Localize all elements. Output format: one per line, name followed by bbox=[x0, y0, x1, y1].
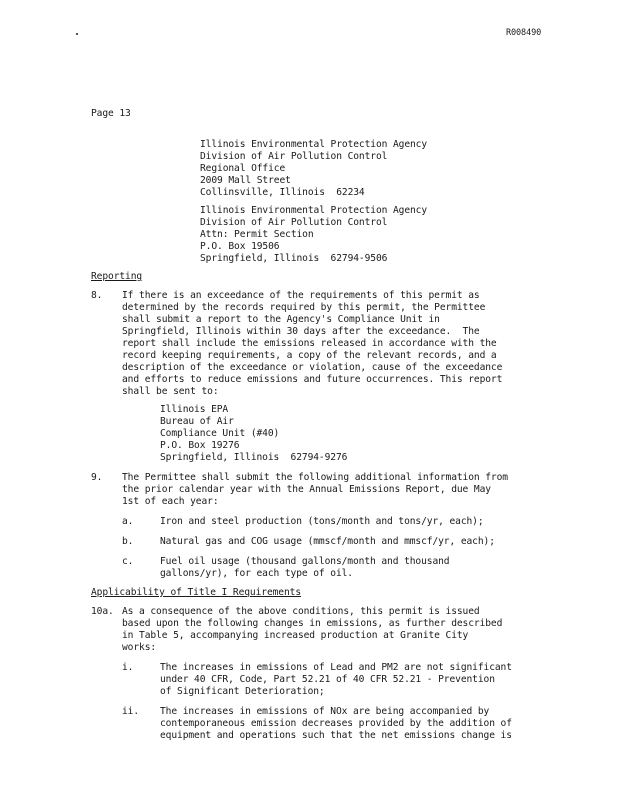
address-line: Division of Air Pollution Control bbox=[200, 217, 388, 228]
paragraph-line: report shall include the emissions released in accordance with the bbox=[122, 338, 497, 349]
address-line: Illinois Environmental Protection Agency bbox=[200, 139, 428, 150]
paragraph-line: Springfield, Illinois within 30 days after the exceedance. The bbox=[122, 326, 480, 337]
paragraph-line: shall submit a report to the Agency's Compliance Unit in bbox=[122, 314, 440, 325]
address-line: P.O. Box 19276 bbox=[160, 440, 240, 451]
document-id: R008490 bbox=[506, 28, 542, 38]
address-line: Collinsville, Illinois 62234 bbox=[200, 187, 365, 198]
paragraph-line: determined by the records required by this permit, the Permittee bbox=[122, 302, 486, 313]
address-line: P.O. Box 19506 bbox=[200, 241, 280, 252]
paragraph-line: The Permittee shall submit the following additional information from bbox=[122, 472, 508, 483]
address-line: 2009 Mall Street bbox=[200, 175, 291, 186]
address-line: Bureau of Air bbox=[160, 416, 234, 427]
sub-item-text: Iron and steel production (tons/month and tons/yr, each); bbox=[160, 516, 484, 527]
paragraph-line: in Table 5, accompanying increased production at Granite City bbox=[122, 630, 469, 641]
paragraph-line: 1st of each year: bbox=[122, 496, 219, 507]
paragraph-line: As a consequence of the above conditions, this permit is issued bbox=[122, 606, 480, 617]
address-line: Springfield, Illinois 62794-9276 bbox=[160, 452, 348, 463]
address-line: Regional Office bbox=[200, 163, 286, 174]
address-line: Compliance Unit (#40) bbox=[160, 428, 280, 439]
paragraph-line: works: bbox=[122, 642, 157, 653]
reporting-heading: Reporting bbox=[91, 271, 143, 282]
sub-item-text: equipment and operations such that the net emissions change is bbox=[160, 730, 512, 741]
address-line: Springfield, Illinois 62794-9506 bbox=[200, 253, 388, 264]
page-label: Page 13 bbox=[91, 108, 131, 119]
sub-item-label: a. bbox=[122, 516, 134, 527]
sub-item-label: i. bbox=[122, 662, 134, 673]
sub-item-text: of Significant Deterioration; bbox=[160, 686, 325, 697]
address-line: Attn: Permit Section bbox=[200, 229, 314, 240]
sub-item-label: c. bbox=[122, 556, 134, 567]
address-line: Illinois Environmental Protection Agency bbox=[200, 205, 428, 216]
sub-item-label: b. bbox=[122, 536, 134, 547]
paragraph-line: shall be sent to: bbox=[122, 386, 219, 397]
paragraph-line: based upon the following changes in emissions, as further described bbox=[122, 618, 503, 629]
address-line: Illinois EPA bbox=[160, 404, 229, 415]
sub-item-text: contemporaneous emission decreases provided by the addition of bbox=[160, 718, 512, 729]
address-line: Division of Air Pollution Control bbox=[200, 151, 388, 162]
paragraph-line: and efforts to reduce emissions and future occurrences. This report bbox=[122, 374, 503, 385]
sub-item-text: under 40 CFR, Code, Part 52.21 of 40 CFR 52.21 - Prevention bbox=[160, 674, 495, 685]
condition-number: 10a. bbox=[91, 606, 114, 617]
condition-number: 8. bbox=[91, 290, 103, 301]
sub-item-text: Fuel oil usage (thousand gallons/month and thousand bbox=[160, 556, 450, 567]
sub-item-label: ii. bbox=[122, 706, 140, 717]
sub-item-text: The increases in emissions of Lead and PM2 are not significant bbox=[160, 662, 512, 673]
applicability-heading: Applicability of Title I Requirements bbox=[91, 587, 302, 598]
condition-number: 9. bbox=[91, 472, 103, 483]
paragraph-line: description of the exceedance or violation, cause of the exceedance bbox=[122, 362, 503, 373]
scan-speck bbox=[76, 33, 78, 35]
paragraph-line: record keeping requirements, a copy of the relevant records, and a bbox=[122, 350, 497, 361]
paragraph-line: the prior calendar year with the Annual Emissions Report, due May bbox=[122, 484, 491, 495]
sub-item-text: gallons/yr), for each type of oil. bbox=[160, 568, 353, 579]
sub-item-text: Natural gas and COG usage (mmscf/month and mmscf/yr, each); bbox=[160, 536, 495, 547]
paragraph-line: If there is an exceedance of the requirements of this permit as bbox=[122, 290, 480, 301]
sub-item-text: The increases in emissions of NOx are being accompanied by bbox=[160, 706, 490, 717]
